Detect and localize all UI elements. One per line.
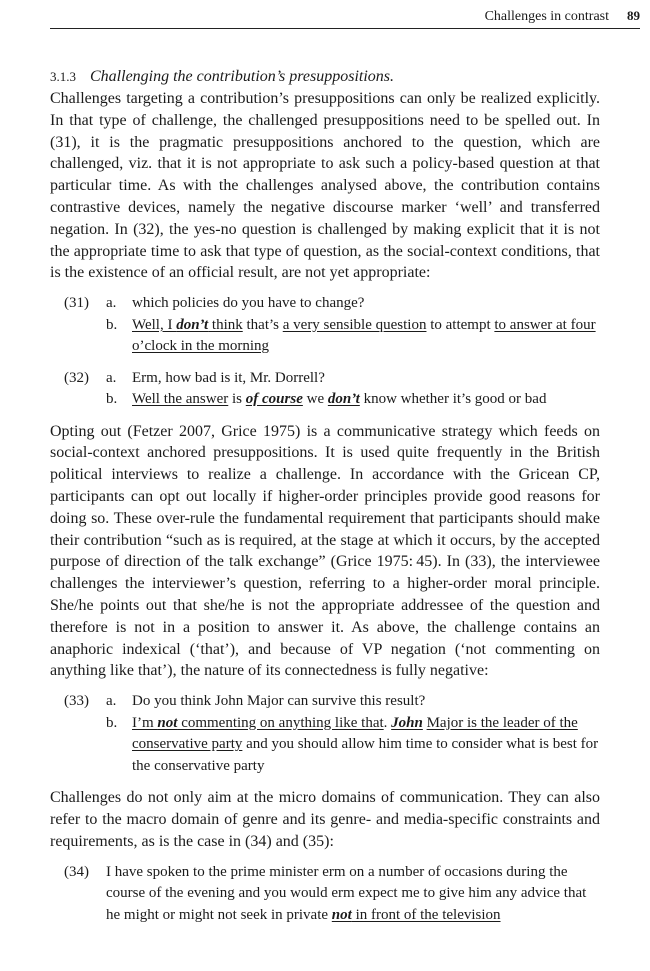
example-number: (31): [64, 295, 89, 312]
paragraph-1: Challenges targeting a contribution’s presuppositions can only be realized explicitly. In that type of challenge, the challenged presuppositions need to be spelled out. In (31), it is the pragmatic presuppositions anchored to the question, which are challenged, viz. that it is not appropriate to ask such a policy-based question at that particular time. As with the challenges analysed above, the contribution contains contrastive devices, namely the negative discourse marker ‘well’ and transferred negation. In (32), the yes-no question is challenged by making explicit that it is not the appropriate time to ask that type of question, as the social-context conditions, that is the existence of an official result, are not yet appropriate:: [50, 90, 600, 282]
example-line: which policies do you have to change?: [132, 295, 365, 312]
example-line: Well, I don’t think that’s a very sensible question to attempt to answer at four o’clock in the morning: [132, 316, 596, 355]
example-letter: b.: [106, 316, 118, 333]
example-line: Do you think John Major can survive this result?: [132, 693, 426, 710]
example-letter: a.: [106, 693, 117, 710]
example-letter: b.: [106, 391, 118, 408]
example-32: [64, 368, 600, 411]
running-head: [50, 6, 640, 29]
section-title: Challenging the contribution’s presuppositions.: [90, 68, 395, 85]
paragraph-2: Opting out (Fetzer 2007, Grice 1975) is a communicative strategy which feeds on social-context anchored presuppositions. It is used quite frequently in the British political interviews to realize a challenge. In accordance with the Gricean CP, participants can opt out locally if higher-order principles provide good reasons for doing so. These over-rule the fundamental requirement that participants should make their contribution “such as is required, at the stage at which it occurs, by the accepted purpose of direction of the talk exchange” (Grice 1975: 45). In (33), the interviewee challenges the interviewer’s question, referring to a higher-order moral principle. She/he points out that she/he is not the appropriate addressee of the question and therefore is not in a position to answer it. As above, the challenge contains an anaphoric indexical (‘that’), and because of VP negation (‘not commenting on anything like that’), the nature of its connectedness is fully negative:: [50, 422, 600, 680]
example-number: (33): [64, 693, 89, 710]
running-head-title: Challenges in contrast: [484, 9, 609, 24]
paragraph-3: Challenges do not only aim at the micro domains of communication. They can also refer to the macro domain of genre and its genre- and media-specific constraints and requirements, as is the case in (34) and (35):: [50, 789, 600, 850]
example-31: [64, 293, 600, 358]
example-line: Erm, how bad is it, Mr. Dorrell?: [132, 369, 325, 386]
example-letter: a.: [106, 369, 117, 386]
page-content: [50, 66, 600, 936]
example-33: [64, 691, 600, 777]
example-number: (34): [64, 863, 89, 880]
example-line: I’m not commenting on anything like that. John Major is the leader of the conservative party and you should allow him time to consider what is best for the conservative party: [132, 714, 599, 774]
example-line: Well the answer is of course we don’t know whether it’s good or bad: [132, 391, 547, 408]
example-letter: a.: [106, 295, 117, 312]
example-line: I have spoken to the prime minister erm on a number of occasions during the course of the evening and you would erm expect me to give him any advice that he might or might not seek in private not in front of the television: [106, 863, 587, 923]
example-34: [64, 862, 600, 927]
section-number: 3.1.3: [50, 69, 76, 84]
page-number: 89: [627, 8, 640, 23]
example-letter: b.: [106, 714, 118, 731]
example-number: (32): [64, 369, 89, 386]
section-heading: [50, 66, 600, 88]
